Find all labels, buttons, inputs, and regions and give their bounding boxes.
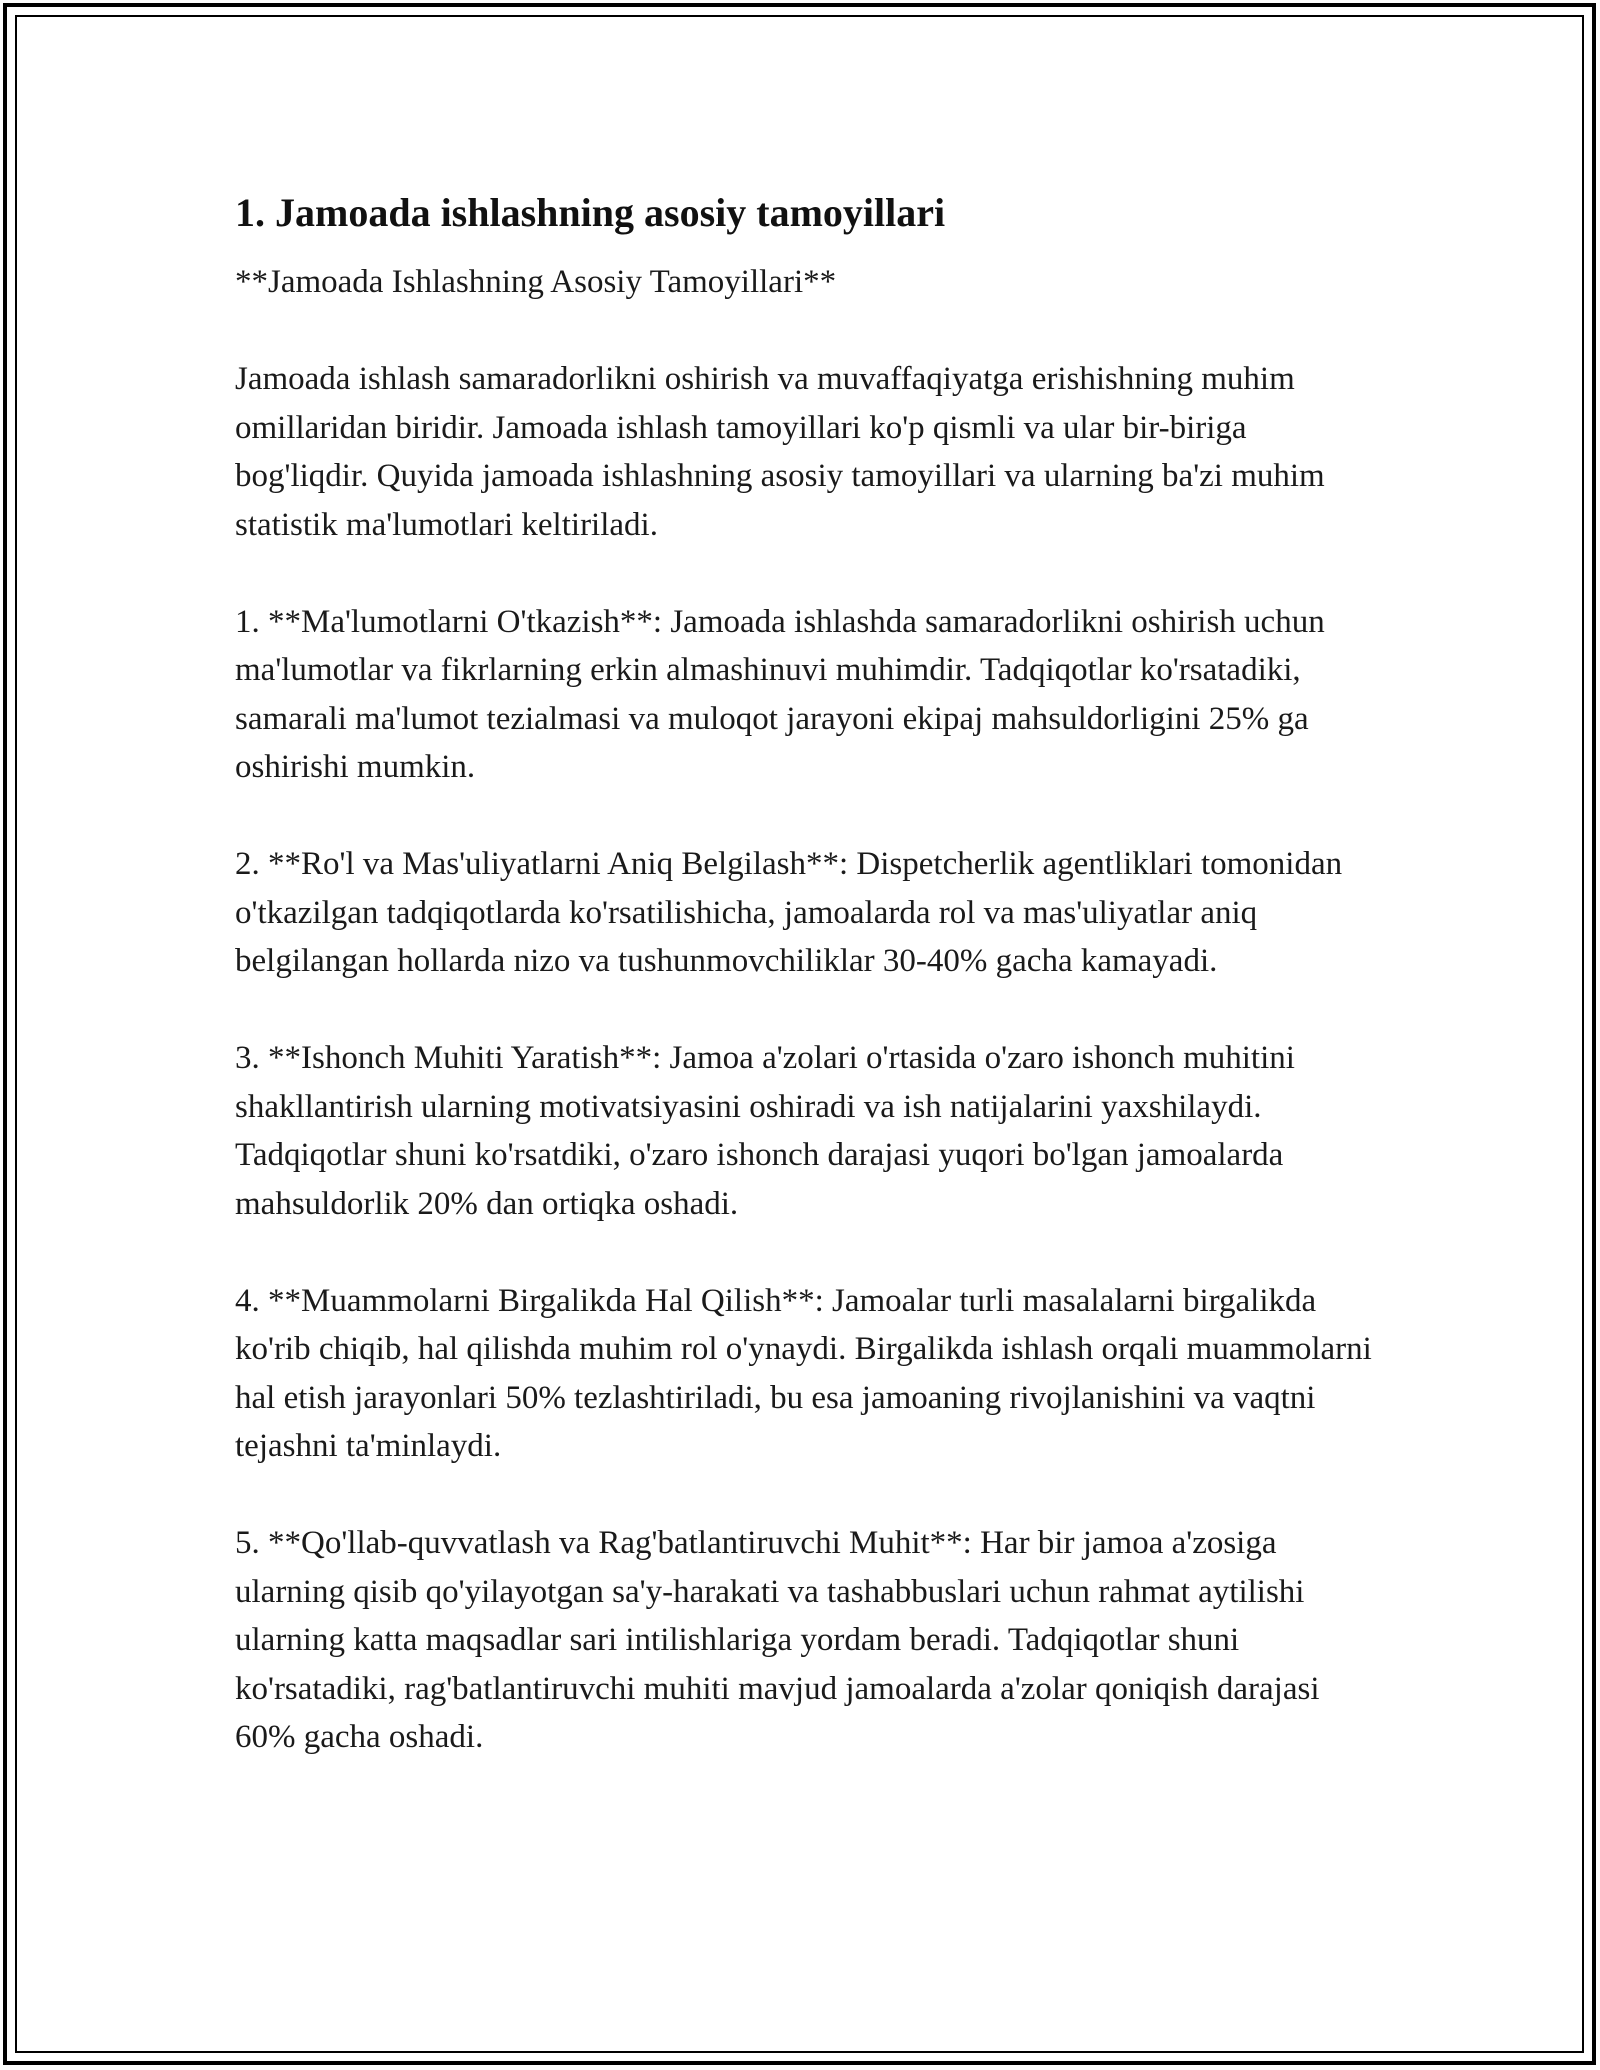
document-body (235, 186, 1381, 1810)
principle-3-paragraph: 3. **Ishonch Muhiti Yaratish**: Jamoa a'zolari o'rtasida o'zaro ishonch muhitini shakllantirish ularning motivatsiyasini oshiradi va ish natijalarini yaxshilaydi. Tadqiqotlar shuni ko'rsatdiki, o'zaro ishonch darajasi yuqori bo'lgan jamoalarda mahsuldorlik 20% dan ortiqka oshadi. (235, 1040, 1304, 1222)
principle-1-paragraph: 1. **Ma'lumotlarni O'tkazish**: Jamoada ishlashda samaradorlikni oshirish uchun ma'lumotlar va fikrlarning erkin almashinuvi muhimdir. Tadqiqotlar ko'rsatadiki, samarali ma'lumot tezialmasi va muloqot jarayoni ekipaj mahsuldorligini 25% ga oshirishi mumkin. (235, 603, 1333, 785)
intro-paragraph: Jamoada ishlash samaradorlikni oshirish va muvaffaqiyatga erishishning muhim omillaridan biridir. Jamoada ishlash tamoyillari ko'p qismli va ular bir-biriga bog'liqdir. Quyida jamoada ishlashning asosiy tamoyillari va ularning ba'zi muhim statistik ma'lumotlari keltiriladi. (235, 361, 1333, 543)
principle-2-paragraph: 2. **Ro'l va Mas'uliyatlarni Aniq Belgilash**: Dispetcherlik agentliklari tomonidan o'tkazilgan tadqiqotlarda ko'rsatilishicha, jamoalarda rol va mas'uliyatlar aniq belgilangan hollarda nizo va tushunmovchiliklar 30-40% gacha kamayadi. (235, 846, 1351, 979)
document-title: 1. Jamoada ishlashning asosiy tamoyillari (235, 190, 946, 235)
section-heading: **Jamoada Ishlashning Asosiy Tamoyillari** (235, 264, 837, 300)
principle-5-paragraph: 5. **Qo'llab-quvvatlash va Rag'batlantiruvchi Muhit**: Har bir jamoa a'zosiga ularning qisib qo'yilayotgan sa'y-harakati va tashabbuslari uchun rahmat aytilishi ularning katta maqsadlar sari intilishlariga yordam beradi. Tadqiqotlar shuni ko'rsatadiki, rag'batlantiruvchi muhiti mavjud jamoalarda a'zolar qoniqish darajasi 60% gacha oshadi. (235, 1525, 1328, 1755)
principle-4-paragraph: 4. **Muammolarni Birgalikda Hal Qilish**: Jamoalar turli masalalarni birgalikda ko'rib chiqib, hal qilishda muhim rol o'ynaydi. Birgalikda ishlash orqali muammolarni hal etish jarayonlari 50% tezlashtiriladi, bu esa jamoaning rivojlanishini va vaqtni tejashni ta'minlaydi. (235, 1282, 1381, 1464)
